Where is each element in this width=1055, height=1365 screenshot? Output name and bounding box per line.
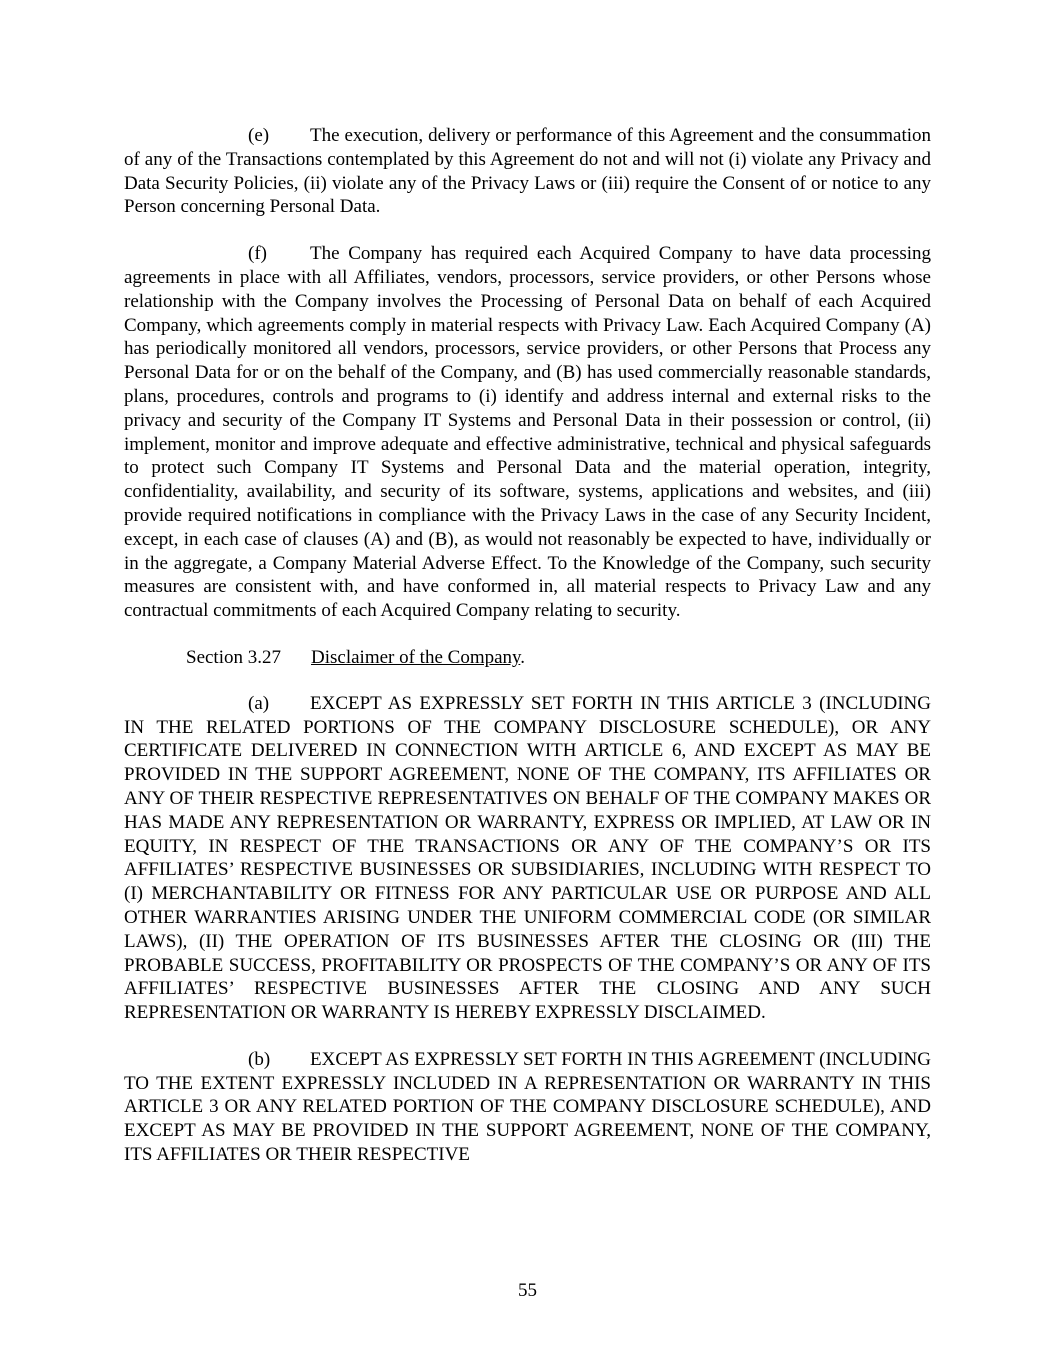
document-page — [124, 124, 931, 1190]
paragraph-text: EXCEPT AS EXPRESSLY SET FORTH IN THIS ARTICLE 3 (INCLUDING IN THE RELATED PORTIONS OF THE COMPANY DISCLOSURE SCHEDULE), OR ANY CERTIFICATE DELIVERED IN CONNECTION WITH ARTICLE 6, AND EXCEPT AS MAY BE PROVIDED IN THE SUPPORT AGREEMENT, NONE OF THE COMPANY, ITS AFFILIATES OR ANY OF THEIR RESPECTIVE REPRESENTATIVES ON BEHALF OF THE COMPANY MAKES OR HAS MADE ANY REPRESENTATION OR WARRANTY, EXPRESS OR IMPLIED, AT LAW OR IN EQUITY, IN RESPECT OF THE TRANSACTIONS OR ANY OF THE COMPANY’S OR ITS AFFILIATES’ RESPECTIVE BUSINESSES OR SUBSIDIARIES, INCLUDING WITH RESPECT TO (I) MERCHANTABILITY OR FITNESS FOR ANY PARTICULAR USE OR PURPOSE AND ALL OTHER WARRANTIES ARISING UNDER THE UNIFORM COMMERCIAL CODE (OR SIMILAR LAWS), (II) THE OPERATION OF ITS BUSINESSES AFTER THE CLOSING OR (III) THE PROBABLE SUCCESS, PROFITABILITY OR PROSPECTS OF THE COMPANY’S OR ANY OF ITS AFFILIATES’ RESPECTIVE BUSINESSES AFTER THE CLOSING AND ANY SUCH REPRESENTATION OR WARRANTY IS HEREBY EXPRESSLY DISCLAIMED. — [124, 692, 931, 1024]
paragraph-text: The Company has required each Acquired Company to have data processing agreements in place with all Affiliates, vendors, processors, service providers, or other Persons whose relationship with the Company involves the Processing of Personal Data on behalf of each Acquired Company, which agreements comply in material respects with Privacy Law. Each Acquired Company (A) has periodically monitored all vendors, processors, service providers, or other Persons that Process any Personal Data for or on the behalf of the Company, and (B) has used commercially reasonable standards, plans, procedures, controls and programs to (i) identify and address internal and external risks to the privacy and security of the Company IT Systems and Personal Data in their possession or control, (ii) implement, monitor and improve adequate and effective administrative, technical and physical safeguards to protect such Company IT Systems and Personal Data and the material operation, integrity, confidentiality, availability, and security of its software, systems, applications and websites, and (iii) provide required notifications in compliance with the Privacy Laws in the case of any Security Incident, except, in each case of clauses (A) and (B), as would not reasonably be expected to have, individually or in the aggregate, a Company Material Adverse Effect. To the Knowledge of the Company, such security measures are consistent with, and have conformed in, all material respects to Privacy Law and any contractual commitments of each Acquired Company relating to security. — [124, 243, 931, 622]
paragraph-label: (f) — [248, 243, 267, 265]
paragraph-a — [124, 692, 931, 1025]
section-number: Section 3.27 — [186, 646, 281, 668]
paragraph-b — [124, 1048, 931, 1167]
page-number: 55 — [518, 1280, 537, 1301]
paragraph-f — [124, 242, 931, 623]
paragraph-label: (b) — [248, 1048, 271, 1070]
section-heading — [124, 646, 931, 670]
section-title: Disclaimer of the Company — [311, 646, 521, 668]
paragraph-e — [124, 124, 931, 219]
paragraph-text: The execution, delivery or performance of this Agreement and the consummation of any of the Transactions contemplated by this Agreement do not and will not (i) violate any Privacy and Data Security Policies, (ii) violate any of the Privacy Laws or (iii) require the Consent of or notice to any Person concerning Personal Data. — [124, 125, 931, 218]
paragraph-label: (e) — [248, 125, 270, 146]
paragraph-text: EXCEPT AS EXPRESSLY SET FORTH IN THIS AGREEMENT (INCLUDING TO THE EXTENT EXPRESSLY INCLUDED IN A REPRESENTATION OR WARRANTY IN THIS ARTICLE 3 OR ANY RELATED PORTION OF THE COMPANY DISCLOSURE SCHEDULE), AND EXCEPT AS MAY BE PROVIDED IN THE SUPPORT AGREEMENT, NONE OF THE COMPANY, ITS AFFILIATES OR THEIR RESPECTIVE — [124, 1048, 931, 1166]
section-title-period: . — [520, 646, 526, 668]
paragraph-label: (a) — [248, 692, 270, 714]
